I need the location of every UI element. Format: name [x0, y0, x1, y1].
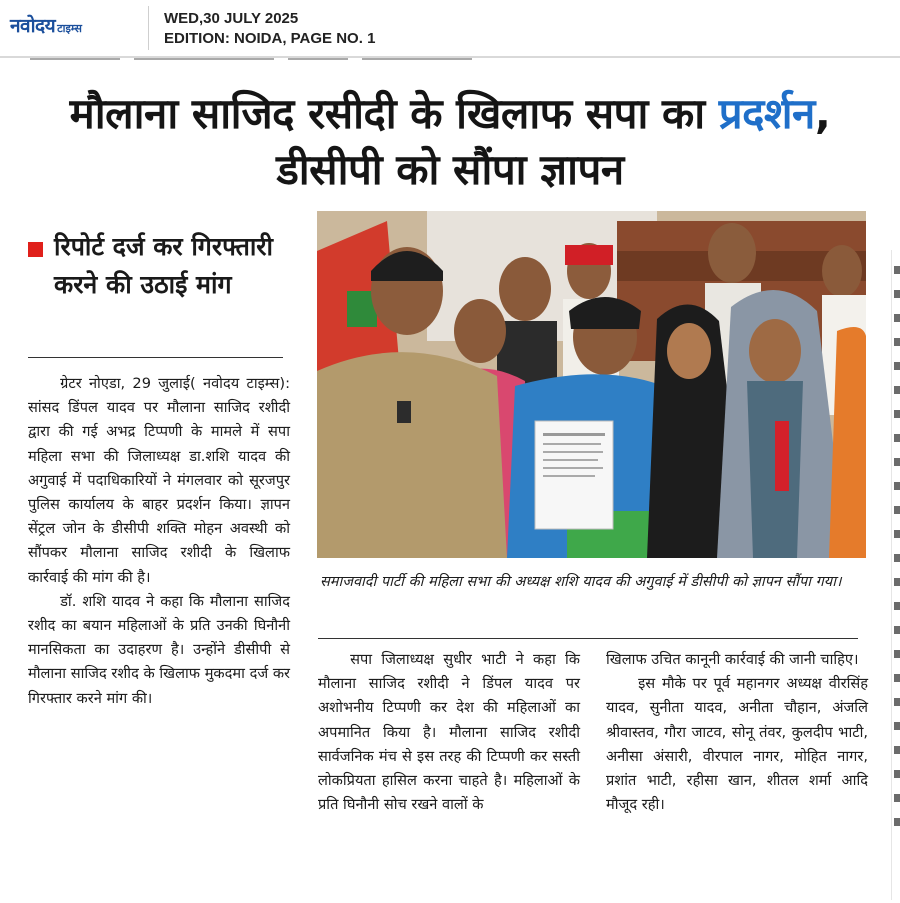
newspaper-logo — [10, 12, 82, 38]
news-photo — [317, 211, 866, 558]
article-column-3 — [606, 648, 868, 817]
paragraph: डॉ. शशि यादव ने कहा कि मौलाना साजिद रशीद का बयान महिलाओं के प्रति उनकी घिनौनी मानसिकता का उदाहरण है। उन्होंने डीसीपी से मौलाना साजिद रशीद के खिलाफ मुकदमा दर्ज कर गिरफ्तार करने मांग की। — [28, 592, 290, 707]
paragraph: सपा जिलाध्यक्ष सुधीर भाटी ने कहा कि मौलाना साजिद रशीदी ने डिंपल यादव पर अशोभनीय टिप्पणी कर देश की महिलाओं का अपमानित किया है। मौलाना साजिद रशीदी सार्वजनिक मंच से इस तरह की टिप्पणी कर सस्ती लोकप्रियता हासिल करना चाहते है। महिलाओं के प्रति घिनौनी सोच रखने वालों के — [318, 651, 580, 814]
paragraph: इस मौके पर पूर्व महानगर अध्यक्ष वीरसिंह यादव, सुनीता यादव, अनीता चौहान, अंजलि श्रीवास्तव, गौरा जाटव, सोनू तंवर, कुलदीप भाटी, अनीसा अंसारी, वीरपाल नागर, मोहित नागर, प्रशांत भाटी, रहीसा खान, शीतल शर्मा आदि मौजूद रही। — [606, 675, 868, 814]
divider-rule — [28, 357, 283, 358]
divider-rule — [318, 638, 858, 639]
sub-headline: रिपोर्ट दर्ज कर गिरफ्तारी करने की उठाई मांग — [54, 232, 274, 299]
headline-part-2: , डीसीपी को सौंपा ज्ञापन — [276, 89, 831, 194]
header-divider — [148, 6, 149, 50]
headline-part-1: मौलाना साजिद रसीदी के खिलाफ सपा का — [69, 89, 719, 138]
photo-caption: समाजवादी पार्टी की महिला सभा की अध्यक्ष शशि यादव की अगुवाई में डीसीपी को ज्ञापन सौंपा गया। — [320, 574, 842, 590]
edition-line: EDITION: NOIDA, PAGE NO. 1 — [164, 30, 376, 47]
paragraph: ग्रेटर नोएडा, 29 जुलाई( नवोदय टाइम्स): सांसद डिंपल यादव पर मौलाना साजिद रशीदी द्वारा की गई अभद्र टिप्पणी के मामले में सपा महिला सभा की जिलाध्यक्ष डा.शशि यादव की अगुवाई में पदाधिकारियों ने मंगलवार को सूरजपुर पुलिस कार्यालय के बाहर प्रदर्शन किया। ज्ञापन सेंट्रल जोन के डीसीपी शक्ति मोहन अवस्थी को सौंपकर मौलाना साजिद रशीदी के खिलाफ कार्रवाई की मांग की है। — [28, 375, 290, 586]
article-column-2 — [318, 648, 580, 817]
clipped-previous-text — [30, 55, 550, 61]
article-column-1 — [28, 372, 290, 711]
newspaper-header — [0, 0, 900, 58]
article-headline — [18, 86, 882, 198]
brand-sub-text: टाइम्स — [57, 22, 82, 35]
photo-illustration — [317, 211, 866, 558]
brand-main-text: नवोदय — [10, 15, 56, 37]
headline-highlight: प्रदर्शन — [718, 89, 815, 138]
red-square-bullet-icon — [28, 242, 43, 257]
date-line: WED,30 JULY 2025 — [164, 10, 299, 27]
clipped-adjacent-column — [891, 250, 900, 900]
edition-info — [164, 9, 375, 49]
paragraph: खिलाफ उचित कानूनी कार्रवाई की जानी चाहिए। — [606, 651, 859, 668]
